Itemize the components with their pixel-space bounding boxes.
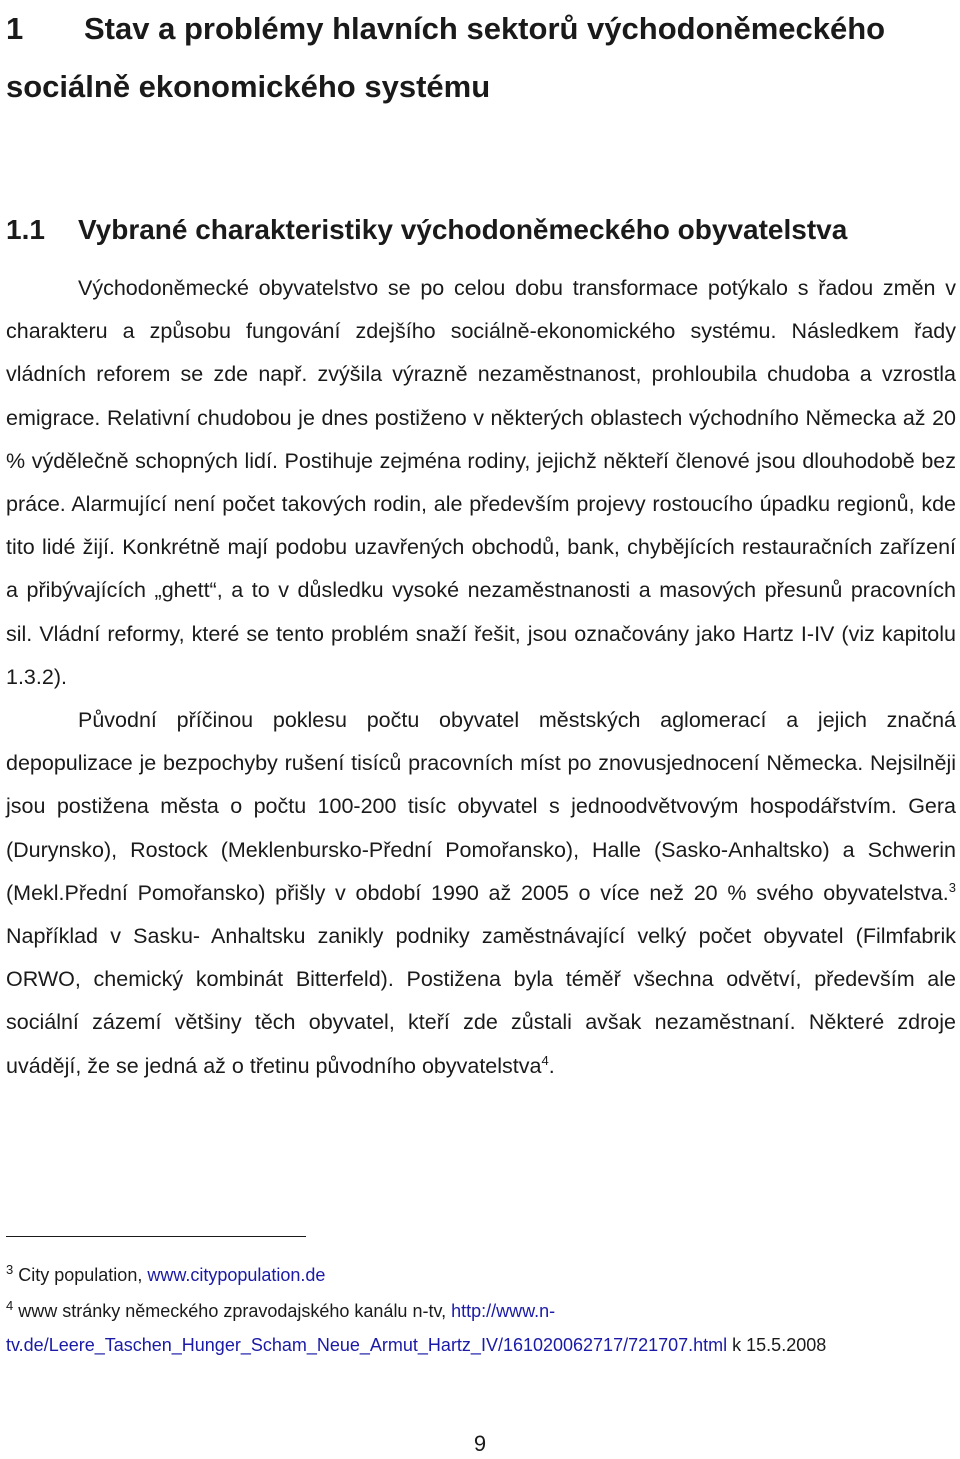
footnote-4-mark: 4 xyxy=(6,1298,14,1313)
footnote-4 xyxy=(6,1294,956,1362)
footnote-4-link-part1[interactable]: http://www.n- xyxy=(451,1301,556,1321)
footnote-separator xyxy=(6,1236,306,1237)
paragraph-2 xyxy=(6,699,956,1088)
footnote-3-link[interactable]: www.citypopulation.de xyxy=(147,1265,326,1285)
section-heading xyxy=(6,208,956,252)
paragraph-1: Východoněmecké obyvatelstvo se po celou dobu transformace potýkalo s řadou změn v charakteru a způsobu fungování zdejšího sociálně-ekonomického systému. Následkem řady vládních reforem se zde např. zvýšila výrazně nezaměstnanost, prohloubila chudoba a vzrostla emigrace. Relativní chudobou je dnes postiženo v některých oblastech východního Německa až 20 % výdělečně schopných lidí. Postihuje zejména rodiny, jejichž někteří členové jsou dlouhodobě bez práce. Alarmující není počet takových rodin, ale především projevy rostoucího úpadku regionů, kde tito lidé žijí. Konkrétně mají podobu uzavřených obchodů, bank, chybějících restauračních zařízení a přibývajících „ghett“, a to v důsledku vysoké nezaměstnanosti a masových přesunů pracovních sil. Vládní reformy, které se tento problém snaží řešit, jsou označovány jako Hartz I-IV (viz kapitolu 1.3.2). xyxy=(6,276,956,689)
page-number: 9 xyxy=(473,1431,487,1456)
section-number: 1.1 xyxy=(6,214,45,245)
footnote-4-after: k 15.5.2008 xyxy=(727,1335,827,1355)
footnote-ref-4[interactable]: 4 xyxy=(541,1052,549,1068)
footnote-3 xyxy=(6,1258,956,1292)
footnote-3-text: City population, xyxy=(18,1265,148,1285)
footnote-ref-3[interactable]: 3 xyxy=(948,879,956,895)
footnote-3-mark: 3 xyxy=(6,1262,14,1277)
chapter-title-line1: Stav a problémy hlavních sektorů východoněmeckého xyxy=(84,11,886,46)
chapter-number: 1 xyxy=(6,11,24,46)
paragraph-2-text-c: . xyxy=(548,1053,555,1078)
footnote-4-link-part2[interactable]: tv.de/Leere_Taschen_Hunger_Scham_Neue_Armut_Hartz_IV/161020062717/721707.html xyxy=(6,1335,728,1355)
section-title: Vybrané charakteristiky východoněmeckého obyvatelstva xyxy=(78,214,848,245)
footnote-4-text: www stránky německého zpravodajského kanálu n-tv, xyxy=(18,1301,452,1321)
paragraph-2-text-b: Například v Sasku- Anhaltsku zanikly podniky zaměstnávající velký počet obyvatel (Filmfabrik ORWO, chemický kombinát Bitterfeld). Postižena byla téměř všechna odvětví, především ale sociální zázemí většiny těch obyvatel, kteří zde zůstali avšak nezaměstnaní. Některé zdroje uvádějí, že se jedná až o třetinu původního obyvatelstva xyxy=(6,924,956,1078)
chapter-heading xyxy=(6,0,956,116)
body-text xyxy=(6,267,956,1088)
paragraph-2-text-a: Původní příčinou poklesu počtu obyvatel městských aglomerací a jejich značná depopulizace je bezpochyby rušení tisíců pracovních míst po znovusjednocení Německa. Nejsilněji jsou postižena města o počtu 100-200 tisíc obyvatel s jednoodvětvovým hospodářstvím. Gera (Durynsko), Rostock (Meklenbursko-Přední Pomořansko), Halle (Sasko-Anhaltsko) a Schwerin (Mekl.Přední Pomořansko) přišly v období 1990 až 2005 o více než 20 % svého obyvatelstva. xyxy=(6,708,956,905)
chapter-title-line2: sociálně ekonomického systému xyxy=(6,69,491,104)
